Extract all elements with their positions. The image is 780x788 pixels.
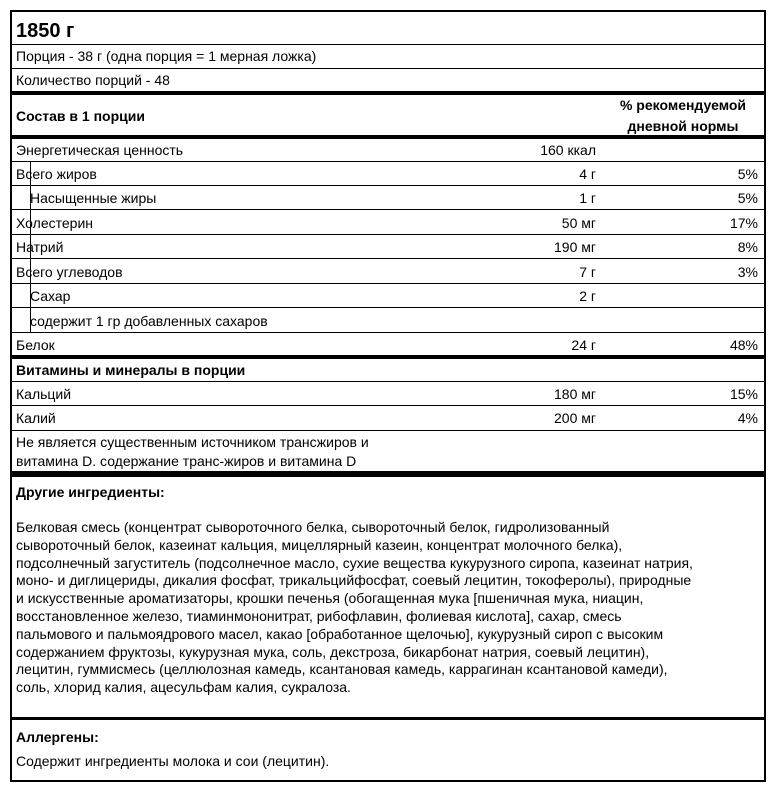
row-calcium-pct: 15%	[729, 386, 758, 402]
ingredients-line: Белковая смесь (концентрат сывороточного белка, сывороточный белок, гидролизованный	[16, 519, 610, 535]
nutrition-label	[10, 10, 766, 782]
row-potassium-amount: 200 мг	[554, 410, 596, 426]
row-cholesterol-name: Холестерин	[16, 215, 93, 231]
thick-divider	[12, 91, 764, 95]
row-total-fat-pct: 5%	[737, 166, 758, 182]
allergens-title: Аллергены:	[16, 729, 99, 745]
thick-divider	[12, 135, 764, 139]
row-divider	[12, 185, 764, 186]
row-carbs-amount: 7 г	[579, 264, 596, 280]
ingredients-line: содержанием фруктозы, кукурузная мука, соль, декстроза, бикарбонат натрия, соевый лецитин),	[16, 643, 650, 660]
row-calcium-amount: 180 мг	[554, 386, 596, 402]
row-sodium-name: Натрий	[16, 239, 64, 255]
allergens-text: Содержит ингредиенты молока и сои (лецитин).	[16, 753, 330, 769]
composition-header: Состав в 1 порции	[16, 108, 145, 124]
thick-divider	[12, 355, 764, 359]
ingredients-line: восстановленное железо, тиаминмононитрат, рибофлавин, фолиевая кислота], сахар, смесь	[16, 607, 622, 624]
row-divider	[12, 307, 764, 308]
vitamins-header: Витамины и минералы в порции	[16, 362, 246, 378]
servings-count: Количество порций - 48	[16, 72, 170, 88]
ingredients-title: Другие ингредиенты:	[16, 484, 165, 500]
row-divider	[12, 161, 764, 162]
row-carbs-pct: 3%	[737, 264, 758, 280]
package-weight: 1850 г	[16, 20, 75, 42]
row-divider	[12, 258, 764, 259]
row-energy-name: Энергетическая ценность	[16, 142, 184, 158]
row-divider	[12, 332, 764, 333]
row-calcium-name: Кальций	[16, 386, 72, 402]
row-added-sugar-note: содержит 1 гр добавленных сахаров	[30, 313, 268, 329]
trans-fat-note-line1: Не является существенным источником трансжиров и	[16, 434, 369, 450]
row-cholesterol-pct: 17%	[729, 215, 758, 231]
row-total-fat-amount: 4 г	[579, 166, 596, 182]
row-sodium-pct: 8%	[737, 239, 758, 255]
row-protein-pct: 48%	[729, 337, 758, 353]
row-carbs-name: Всего углеводов	[16, 264, 123, 280]
row-total-fat-name: Всего жиров	[16, 166, 97, 182]
row-sugar-amount: 2 г	[579, 288, 596, 304]
serving-size: Порция - 38 г (одна порция = 1 мерная ложка)	[16, 48, 317, 64]
row-saturated-fat-pct: 5%	[737, 190, 758, 206]
row-potassium-name: Калий	[16, 410, 56, 426]
row-sodium-amount: 190 мг	[554, 239, 596, 255]
daily-value-header-line1: % рекомендуемой	[619, 97, 747, 113]
divider	[12, 717, 764, 720]
row-sugar-name: Сахар	[30, 288, 71, 304]
row-saturated-fat-amount: 1 г	[579, 190, 596, 206]
ingredients-line: и искусственные ароматизаторы, крошки печенья (обогащенная мука [пшеничная мука, ниацин,	[16, 590, 644, 607]
divider	[12, 68, 764, 69]
row-divider	[12, 381, 764, 382]
row-divider	[12, 430, 764, 431]
row-protein-name: Белок	[16, 337, 55, 353]
ingredients-line: сывороточный белок, казеинат кальция, мицеллярный казеин, концентрат молочного белка),	[16, 536, 623, 553]
row-saturated-fat-name: Насыщенные жиры	[30, 190, 157, 206]
row-divider	[12, 405, 764, 406]
ingredients-line: пальмового и пальмоядрового масел, какао [обработанное щелочью], кукурузный сироп с высоким	[16, 625, 664, 642]
row-energy-amount: 160 ккал	[540, 142, 596, 158]
row-divider	[12, 209, 764, 210]
row-cholesterol-amount: 50 мг	[561, 215, 596, 231]
thick-divider	[12, 471, 764, 477]
ingredients-line: соль, хлорид калия, ацесульфам калия, сукралоза.	[16, 679, 351, 696]
ingredients-text	[16, 519, 693, 697]
row-divider	[12, 283, 764, 284]
divider	[12, 44, 764, 45]
row-potassium-pct: 4%	[737, 410, 758, 426]
ingredients-line: лецитин, гуммисмесь (целлюлозная камедь, ксантановая камедь, каррагинан ксантановой камеди),	[16, 661, 668, 678]
ingredients-line: моно- и диглицериды, дикалия фосфат, трикальцийфосфат, соевый лецитин, токоферолы), природные	[16, 572, 692, 589]
row-divider	[12, 234, 764, 235]
daily-value-header-line2: дневной нормы	[627, 118, 739, 134]
ingredients-line: подсолнечный загуститель (подсолнечное масло, сухие вещества кукурузного сиропа, казеинат натрия,	[16, 554, 693, 571]
row-protein-amount: 24 г	[571, 337, 596, 353]
trans-fat-note-line2: витамина D. содержание транс-жиров и витамина D	[16, 453, 357, 469]
